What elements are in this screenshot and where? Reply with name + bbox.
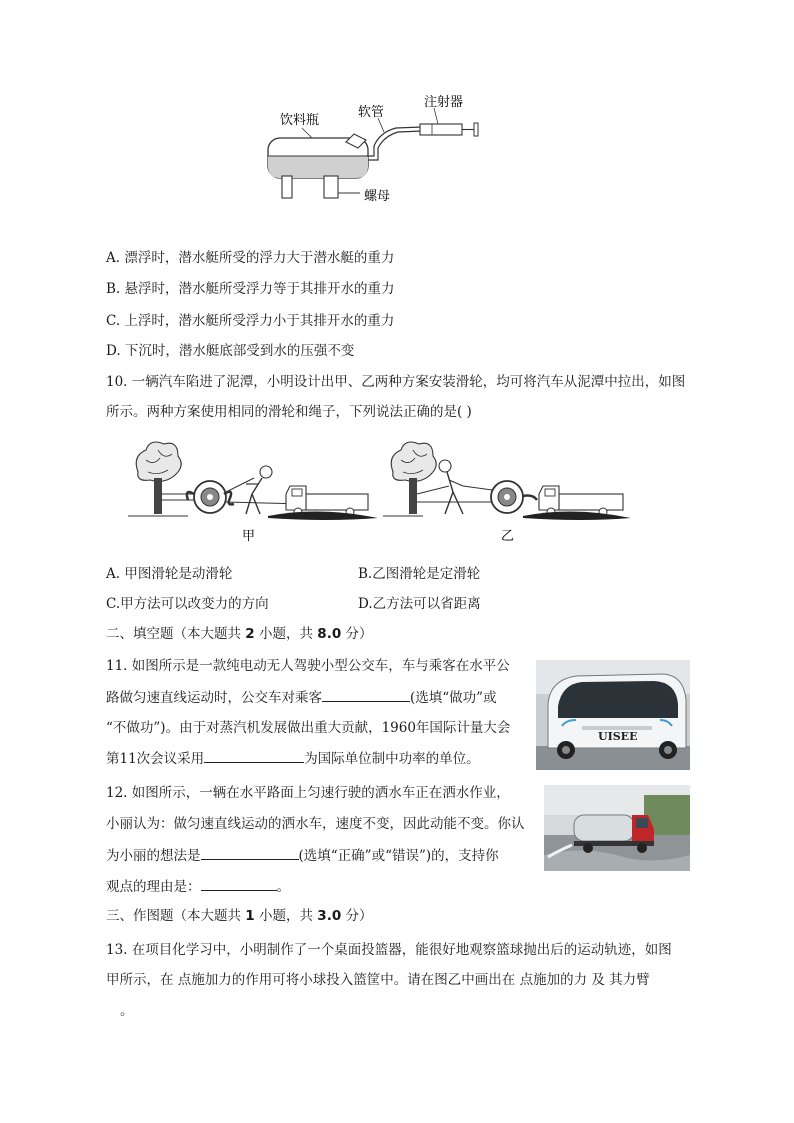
q11-line3: “不做功”)。由于对蒸汽机发展做出重大贡献，1960年国际计量大会 (106, 720, 511, 736)
q11-line1: 11. 如图所示是一款纯电动无人驾驶小型公交车，车与乘客在水平公 (106, 658, 510, 674)
pulley-schemes-figure (128, 436, 638, 548)
q13-line2: 甲所示，在 点施加力的作用可将小球投入篮筐中。请在图乙中画出在 点施加的力 及 其力臂 (106, 972, 650, 988)
q10-option-c: C.甲方法可以改变力的方向 (106, 596, 269, 612)
q10-option-b: B.乙图滑轮是定滑轮 (358, 566, 481, 582)
q9-option-c: C. 上浮时，潜水艇所受浮力小于其排开水的重力 (106, 313, 395, 329)
q10-option-d: D.乙方法可以省距离 (358, 596, 481, 612)
bus-logo-text: UISEE (598, 730, 638, 743)
q12-line4: 观点的理由是： 。 (106, 876, 290, 897)
label-bottle: 饮料瓶 (280, 113, 320, 128)
submarine-model-figure (262, 90, 492, 210)
q11-blank-1[interactable] (322, 687, 410, 702)
q9-option-a: A. 漂浮时，潜水艇所受的浮力大于潜水艇的重力 (106, 250, 395, 266)
q10-stem-line2: 所示。两种方案使用相同的滑轮和绳子，下列说法正确的是( ) (106, 404, 472, 420)
section-heading-fill-blank: 二、填空题（本大题共 2 小题，共 8.0 分） (106, 626, 373, 642)
autonomous-bus-photo (536, 660, 690, 770)
label-syringe: 注射器 (424, 95, 464, 110)
label-yi: 乙 (501, 529, 515, 544)
q10-stem-line1: 10. 一辆汽车陷进了泥潭，小明设计出甲、乙两种方案安装滑轮，均可将汽车从泥潭中拉出，如图 (106, 374, 686, 390)
section-heading-drawing: 三、作图题（本大题共 1 小题，共 3.0 分） (106, 908, 373, 924)
scheme-yi (383, 442, 631, 544)
q12-line3: 为小丽的想法是 (选填“正确”或“错误”)的，支持你 (106, 845, 499, 866)
q12-blank-1[interactable] (201, 845, 299, 860)
q13-line1: 13. 在项目化学习中，小明制作了一个桌面投篮器，能很好地观察篮球抛出后的运动轨迹，如图 (106, 942, 672, 958)
q12-line1: 12. 如图所示，一辆在水平路面上匀速行驶的洒水车正在洒水作业， (106, 785, 510, 801)
label-nut: 螺母 (364, 189, 391, 204)
q11-line4: 第11次会议采用 为国际单位制中功率的单位。 (106, 748, 480, 769)
scheme-jia (128, 442, 378, 544)
q11-line2: 路做匀速直线运动时，公交车对乘客 (选填“做功”或 (106, 687, 497, 708)
label-jia: 甲 (242, 529, 256, 544)
q10-option-a: A. 甲图滑轮是动滑轮 (106, 566, 233, 582)
q9-option-b: B. 悬浮时，潜水艇所受浮力等于其排开水的重力 (106, 281, 395, 297)
label-tube: 软管 (358, 105, 385, 120)
q12-line2: 小丽认为：做匀速直线运动的洒水车，速度不变，因此动能不变。你认 (106, 816, 525, 832)
q12-blank-2[interactable] (201, 876, 277, 891)
q9-option-d: D. 下沉时，潜水艇底部受到水的压强不变 (106, 343, 355, 359)
q11-blank-2[interactable] (204, 748, 304, 763)
q13-line3: 。 (120, 1003, 134, 1019)
sprinkler-truck-photo (544, 785, 690, 871)
